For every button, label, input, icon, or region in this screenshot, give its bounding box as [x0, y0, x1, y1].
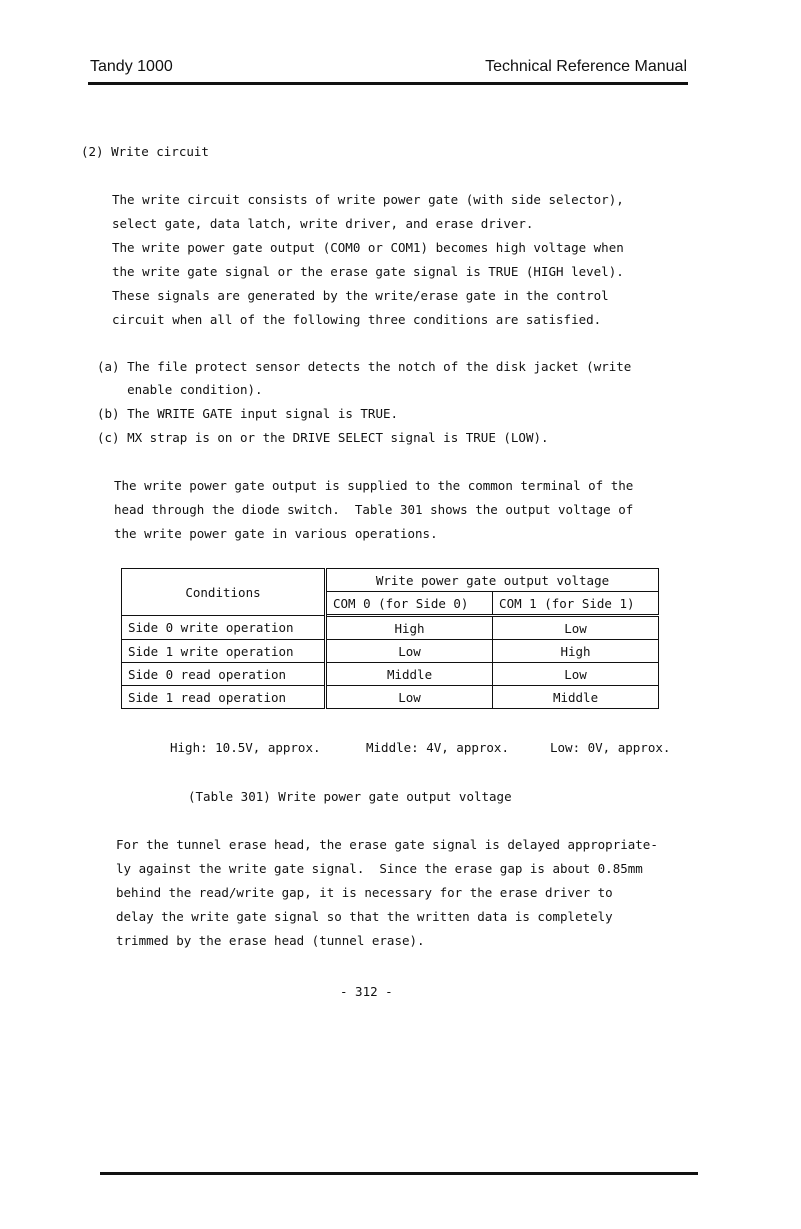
para3-line: ly against the write gate signal. Since the erase gap is about 0.85mm — [116, 861, 643, 876]
page-number: - 312 - — [340, 984, 393, 999]
section-title: (2) Write circuit — [81, 144, 209, 159]
table-row — [122, 663, 659, 686]
para2-line: head through the diode switch. Table 301 shows the output voltage of — [114, 502, 634, 517]
table-caption: (Table 301) Write power gate output voltage — [188, 789, 512, 804]
row-com0: High — [326, 616, 493, 640]
header-rule — [88, 82, 688, 85]
para2-line: the write power gate in various operations. — [114, 526, 438, 541]
row-com1: Low — [493, 616, 659, 640]
row-condition: Side 1 write operation — [122, 640, 326, 663]
conditions-header: Conditions — [122, 569, 326, 616]
row-com0: Middle — [326, 663, 493, 686]
row-com1: High — [493, 640, 659, 663]
table-row — [122, 686, 659, 709]
row-com1: Middle — [493, 686, 659, 709]
para1-line: circuit when all of the following three conditions are satisfied. — [112, 312, 602, 327]
header-manual-name: Technical Reference Manual — [485, 58, 687, 75]
condition-b: (b) The WRITE GATE input signal is TRUE. — [97, 406, 399, 421]
para2-line: The write power gate output is supplied to the common terminal of the — [114, 478, 634, 493]
footer-rule — [100, 1172, 698, 1175]
row-condition: Side 1 read operation — [122, 686, 326, 709]
header-title: Tandy 1000 — [90, 58, 173, 75]
para3-line: delay the write gate signal so that the written data is completely — [116, 909, 613, 924]
row-com0: Low — [326, 640, 493, 663]
para1-line: These signals are generated by the write/erase gate in the control — [112, 288, 609, 303]
para3-line: For the tunnel erase head, the erase gate signal is delayed appropriate- — [116, 837, 658, 852]
com1-header: COM 1 (for Side 1) — [493, 592, 659, 616]
para1-line: The write power gate output (COM0 or COM1) becomes high voltage when — [112, 240, 624, 255]
output-voltage-header: Write power gate output voltage — [326, 569, 659, 592]
table-row — [122, 640, 659, 663]
row-condition: Side 0 read operation — [122, 663, 326, 686]
legend-middle: Middle: 4V, approx. — [366, 740, 509, 755]
para3-line: behind the read/write gap, it is necessary for the erase driver to — [116, 885, 613, 900]
row-condition: Side 0 write operation — [122, 616, 326, 640]
condition-a-cont: enable condition). — [97, 382, 263, 397]
row-com1: Low — [493, 663, 659, 686]
legend-high: High: 10.5V, approx. — [170, 740, 321, 755]
para1-line: The write circuit consists of write power gate (with side selector), — [112, 192, 624, 207]
table-row — [122, 616, 659, 640]
legend-low: Low: 0V, approx. — [550, 740, 671, 755]
para1-line: select gate, data latch, write driver, and erase driver. — [112, 216, 534, 231]
row-com0: Low — [326, 686, 493, 709]
para1-line: the write gate signal or the erase gate signal is TRUE (HIGH level). — [112, 264, 624, 279]
condition-a: (a) The file protect sensor detects the notch of the disk jacket (write — [97, 359, 632, 374]
com0-header: COM 0 (for Side 0) — [326, 592, 493, 616]
condition-c: (c) MX strap is on or the DRIVE SELECT signal is TRUE (LOW). — [97, 430, 549, 445]
voltage-table — [121, 568, 659, 709]
para3-line: trimmed by the erase head (tunnel erase). — [116, 933, 425, 948]
